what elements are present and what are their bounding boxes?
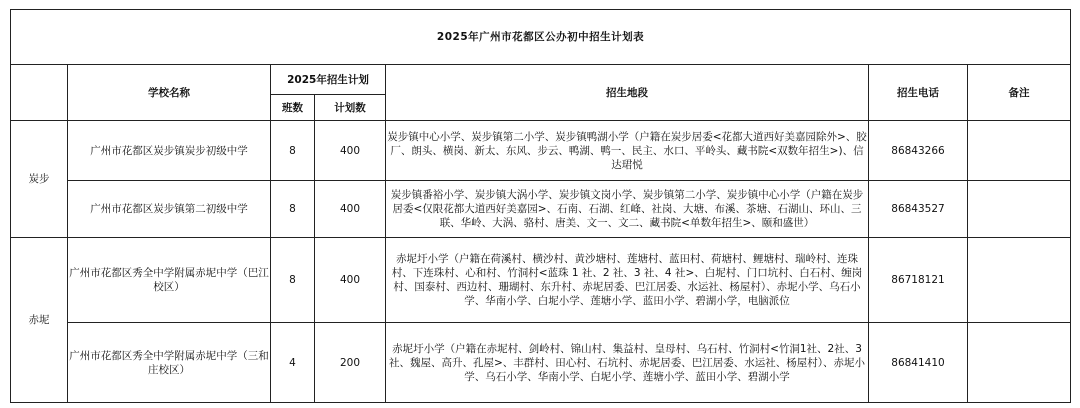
- header-school: 学校名称: [68, 65, 271, 121]
- table-row: [11, 323, 1071, 403]
- remark-cell: [968, 323, 1071, 403]
- table-row: [11, 238, 1071, 323]
- quota-cell: 400: [315, 181, 386, 238]
- school-name: 广州市花都区秀全中学附属赤坭中学（三和庄校区）: [68, 323, 271, 403]
- phone-cell: 86841410: [869, 323, 968, 403]
- area-cell: 炭步镇番裕小学、炭步镇大涡小学、炭步镇文岗小学、炭步镇第二小学、炭步镇中心小学（户籍在炭步居委<仅限花都大道西好美嘉园>、石南、石湖、红峰、社岗、大塘、布溪、茶塘、石湖山、环山、三联、华岭、大涡、骆村、唐美、文一、文二、藏书院<单数年招生>、颐和盛世）: [386, 181, 869, 238]
- header-phone: 招生电话: [869, 65, 968, 121]
- header-area: 招生地段: [386, 65, 869, 121]
- phone-cell: 86843266: [869, 121, 968, 181]
- school-name: 广州市花都区炭步镇第二初级中学: [68, 181, 271, 238]
- district-cell: 赤坭: [11, 238, 68, 403]
- table-title: 2025年广州市花都区公办初中招生计划表: [11, 10, 1071, 65]
- quota-cell: 400: [315, 238, 386, 323]
- school-name: 广州市花都区炭步镇炭步初级中学: [68, 121, 271, 181]
- classes-cell: 8: [271, 181, 315, 238]
- header-blank: [11, 65, 68, 121]
- table-row: [11, 121, 1071, 181]
- phone-cell: 86718121: [869, 238, 968, 323]
- classes-cell: 4: [271, 323, 315, 403]
- school-name: 广州市花都区秀全中学附属赤坭中学（巴江校区）: [68, 238, 271, 323]
- area-cell: 赤坭圩小学（户籍在荷溪村、横沙村、黄沙塘村、莲塘村、蓝田村、荷塘村、鲤塘村、瑞岭村、连珠村、下连珠村、心和村、竹洞村<蓝珠 1 社、2 社、3 社、4 社>、白坭村、门口坑村、白石村、缠岗村、国泰村、西边村、珊瑚村、东升村、赤坭居委、巴江居委、水运社、杨屋村）、赤坭小学、乌石小学、华南小学、白坭小学、莲塘小学、蓝田小学、碧湖小学，电脑派位: [386, 238, 869, 323]
- table-row: [11, 181, 1071, 238]
- area-cell: 炭步镇中心小学、炭步镇第二小学、炭步镇鸭湖小学（户籍在炭步居委<花都大道西好美嘉园除外>、胶厂、朗头、横岗、新太、东风、步云、鸭湖、鸭一、民主、水口、平岭头、藏书院<双数年招生>)、信达珺悦: [386, 121, 869, 181]
- header-plan-group: 2025年招生计划: [271, 65, 386, 95]
- phone-cell: 86843527: [869, 181, 968, 238]
- quota-cell: 200: [315, 323, 386, 403]
- classes-cell: 8: [271, 121, 315, 181]
- header-classes: 班数: [271, 95, 315, 121]
- header-remark: 备注: [968, 65, 1071, 121]
- remark-cell: [968, 238, 1071, 323]
- classes-cell: 8: [271, 238, 315, 323]
- header-quota: 计划数: [315, 95, 386, 121]
- district-cell: 炭步: [11, 121, 68, 238]
- remark-cell: [968, 121, 1071, 181]
- quota-cell: 400: [315, 121, 386, 181]
- remark-cell: [968, 181, 1071, 238]
- area-cell: 赤坭圩小学（户籍在赤坭村、剑岭村、锦山村、集益村、皇母村、乌石村、竹洞村<竹洞1社、2社、3社、魏屋、高升、孔屋>、丰群村、田心村、石坑村、赤坭居委、巴江居委、水运社、杨屋村）、赤坭小学、乌石小学、华南小学、白坭小学、莲塘小学、蓝田小学、碧湖小学: [386, 323, 869, 403]
- enrollment-plan-table: [10, 9, 1071, 403]
